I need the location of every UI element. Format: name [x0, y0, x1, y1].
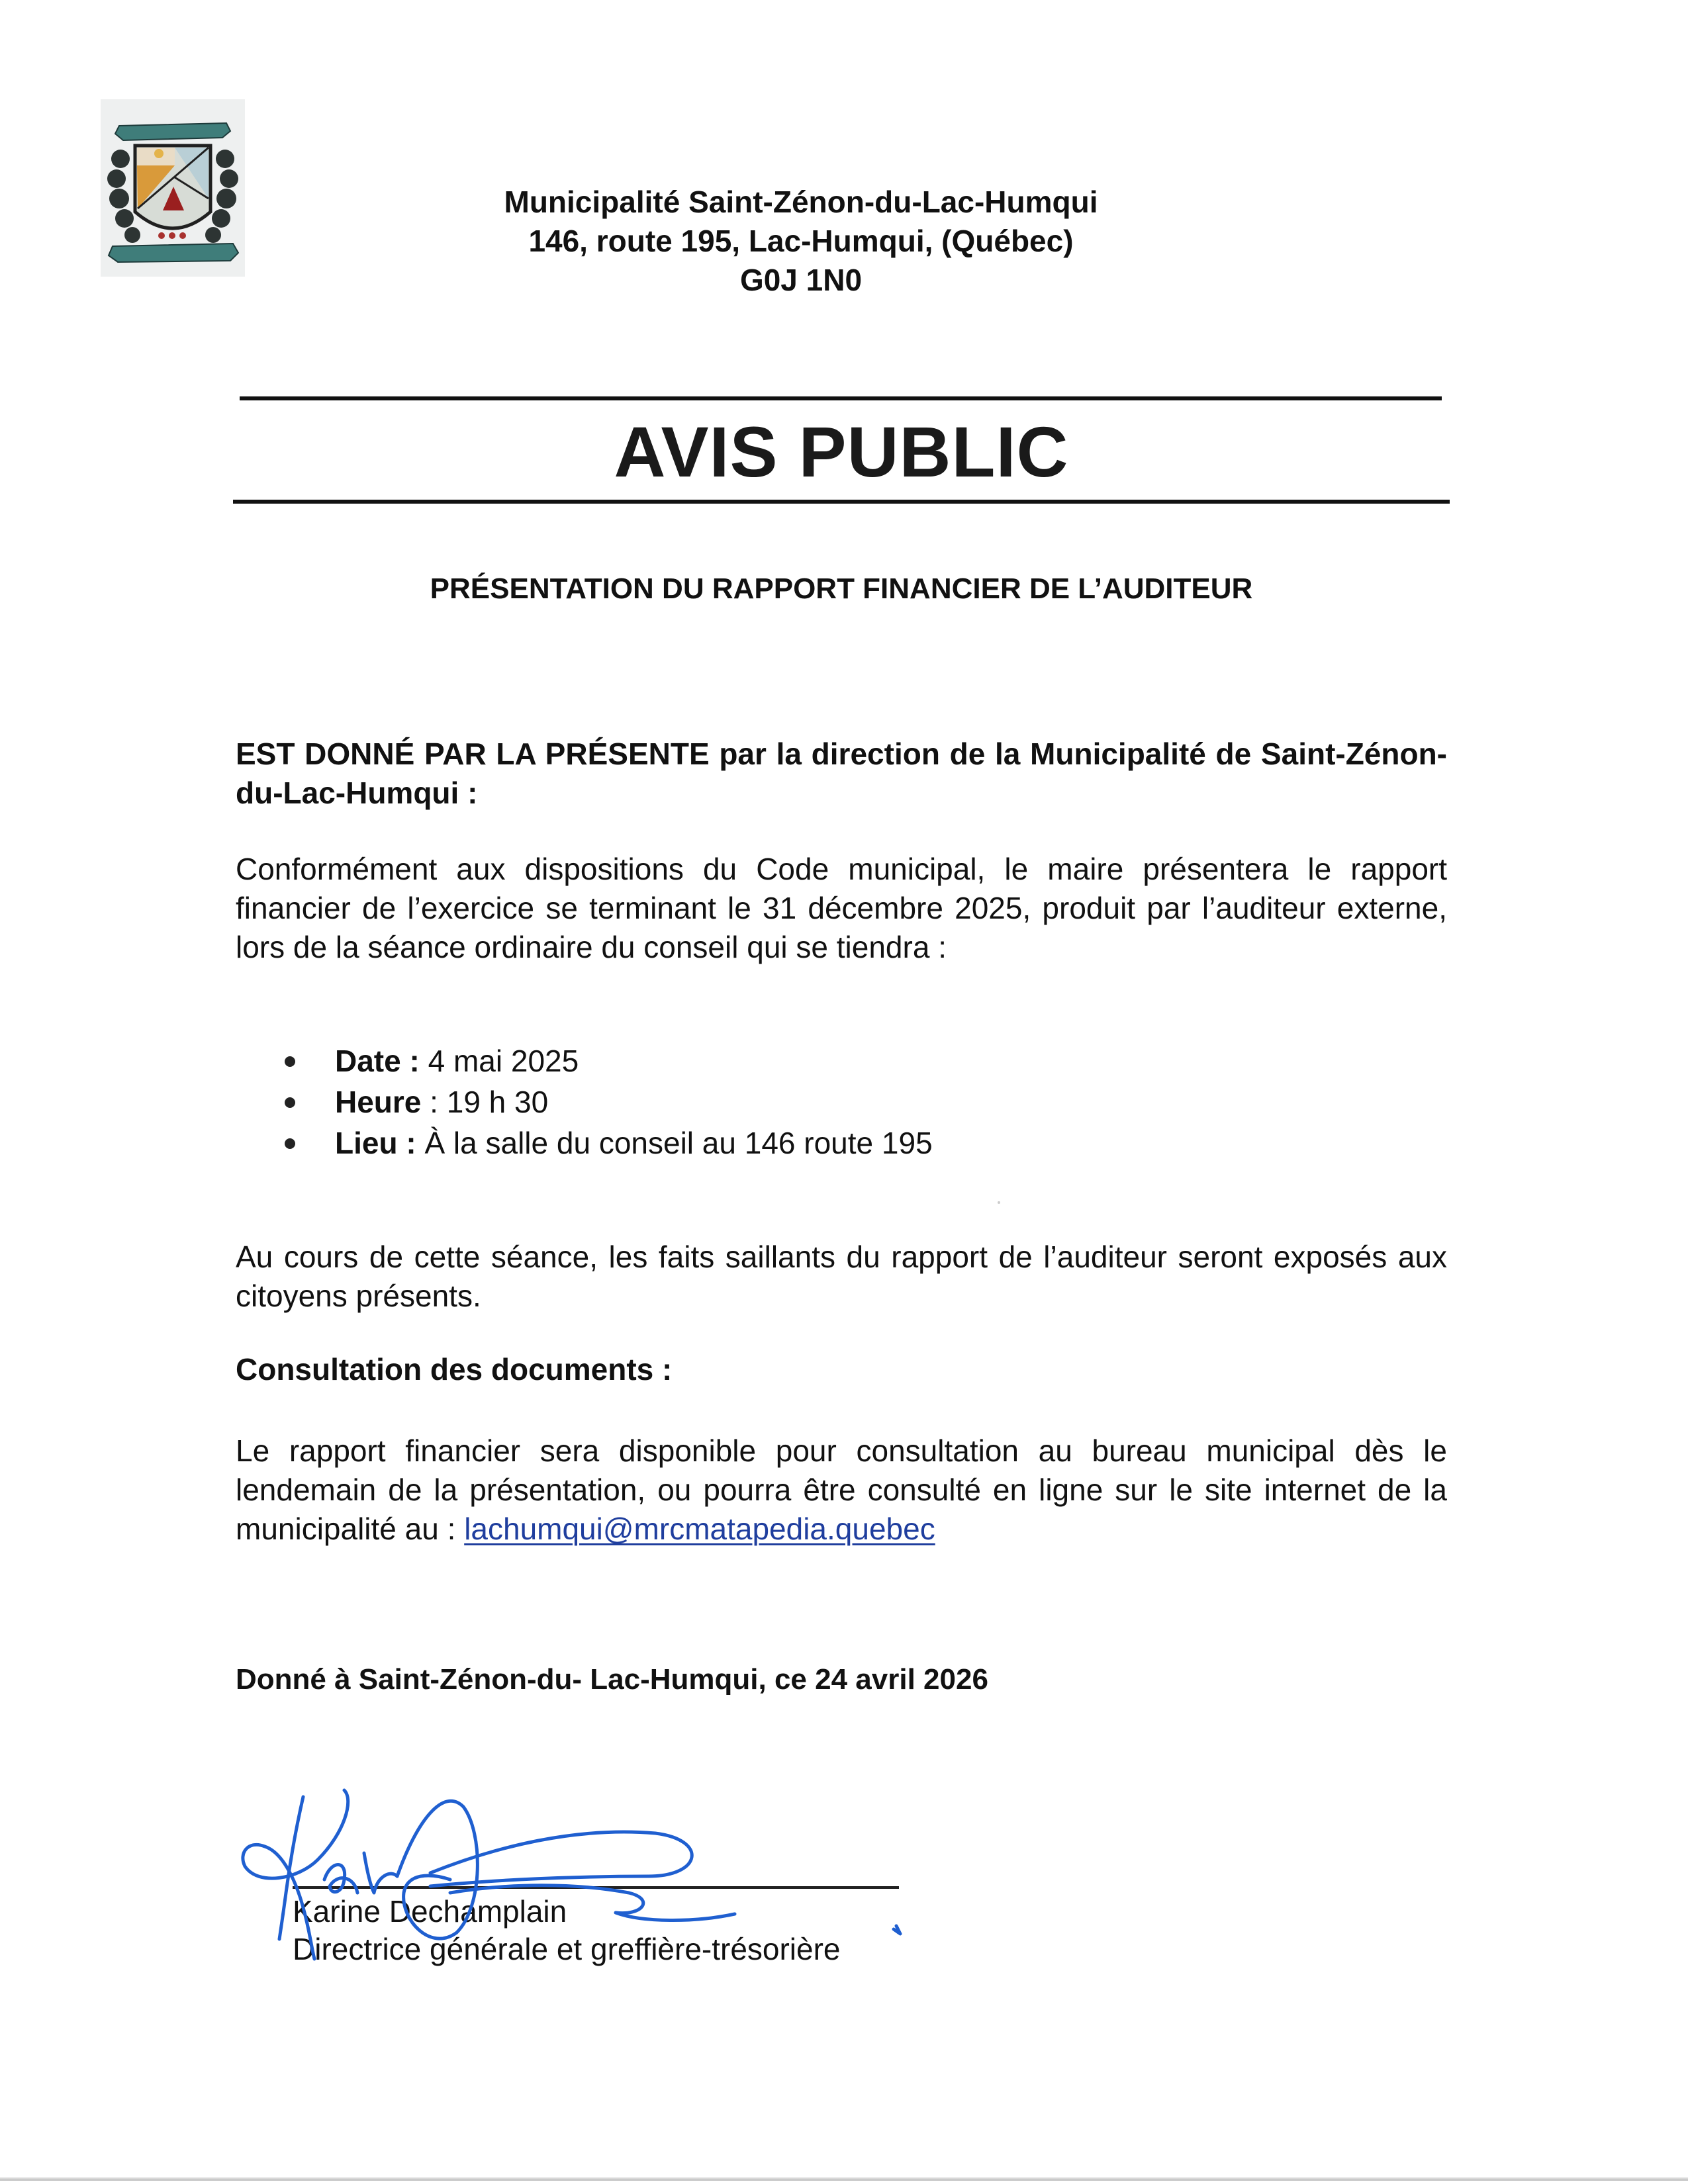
- intro-rest: par la direction de la Municipalité de Saint-Zénon-du-Lac-Humqui :: [236, 737, 1447, 810]
- notice-title: AVIS PUBLIC: [614, 412, 1069, 492]
- signatory-name: Karine Dechamplain: [293, 1894, 567, 1929]
- postal-code: G0J 1N0: [739, 263, 863, 297]
- page-bottom-edge: [0, 2177, 1688, 2181]
- scan-speck: [998, 1201, 1000, 1204]
- given-at-line: Donné à Saint-Zénon-du- Lac-Humqui, ce 24 avril 2026: [236, 1663, 988, 1696]
- detail-place: [278, 1122, 1205, 1163]
- detail-label: Lieu :: [335, 1126, 416, 1160]
- consultation-text: Le rapport financier sera disponible pour consultation au bureau municipal dès le lendemain de la présentation, ou pourra être consulté en ligne sur le site internet de la municipalité au :: [236, 1433, 1447, 1546]
- meeting-details-list: [278, 1040, 1205, 1163]
- consultation-heading: Consultation des documents :: [236, 1352, 673, 1387]
- meeting-paragraph: Au cours de cette séance, les faits saillants du rapport de l’auditeur seront exposés aux citoyens présents.: [236, 1240, 1447, 1313]
- consultation-paragraph: [236, 1432, 1447, 1549]
- conformity-paragraph: Conformément aux dispositions du Code municipal, le maire présentera le rapport financier de l’exercice se terminant le 31 décembre 2025, produit par l’auditeur externe, lors de la séance ordinaire du conseil qui se tiendra :: [236, 852, 1447, 964]
- letterhead: [291, 183, 1311, 300]
- notice-subtitle: PRÉSENTATION DU RAPPORT FINANCIER DE L’AUDITEUR: [430, 572, 1253, 605]
- detail-time: [278, 1081, 1205, 1122]
- municipality-address: 146, route 195, Lac-Humqui, (Québec): [528, 224, 1074, 258]
- handwritten-signature-icon: [232, 1760, 960, 1972]
- bullet-icon: [285, 1138, 295, 1149]
- detail-label: Date :: [335, 1044, 420, 1078]
- detail-value: À la salle du conseil au 146 route 195: [416, 1126, 933, 1160]
- municipal-logo-icon: [101, 99, 245, 277]
- intro-bold-lead: EST DONNÉ PAR LA PRÉSENTE: [236, 737, 710, 771]
- intro-paragraph: [236, 735, 1447, 813]
- email-link[interactable]: lachumqui@mrcmatapedia.quebec: [464, 1512, 935, 1546]
- detail-value: 4 mai 2025: [419, 1044, 579, 1078]
- signatory-title: Directrice générale et greffière-trésorière: [293, 1932, 841, 1966]
- detail-label: Heure: [335, 1085, 422, 1119]
- bullet-icon: [285, 1097, 295, 1108]
- title-rule-top: [240, 396, 1442, 400]
- detail-value: : 19 h 30: [421, 1085, 549, 1119]
- detail-date: [278, 1040, 1205, 1081]
- municipality-name: Municipalité Saint-Zénon-du-Lac-Humqui: [504, 185, 1098, 219]
- title-rule-bottom: [233, 500, 1450, 504]
- bullet-icon: [285, 1056, 295, 1067]
